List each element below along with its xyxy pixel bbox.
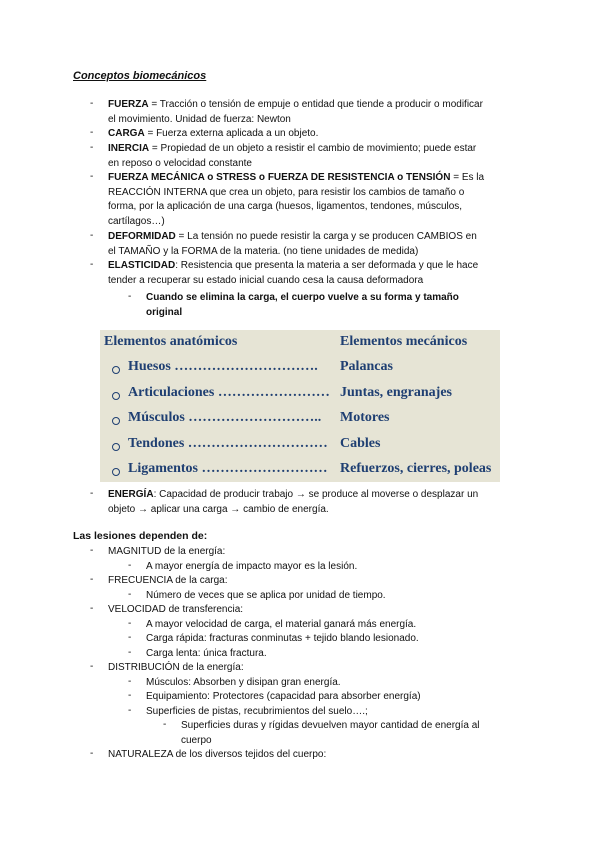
definition-line (108, 127, 318, 142)
definition-term: ELASTICIDAD (108, 260, 176, 271)
anatomical-element: Músculos ……………………….. (128, 410, 322, 425)
lesiones-heading: Las lesiones dependen de: (73, 530, 208, 542)
table-row (100, 359, 500, 383)
sub-dash: - (128, 588, 132, 600)
definition-term: CARGA (108, 128, 145, 139)
anatomical-element: Huesos …………………………. (128, 359, 318, 374)
lesion-detail: Carga rápida: fracturas conminutas + tejido blando lesionado. (146, 633, 419, 644)
definition-line (108, 488, 478, 503)
definition-continuation: objeto → aplicar una carga → cambio de energía. (108, 503, 329, 515)
definition-term: DEFORMIDAD (108, 231, 176, 242)
table-header-mechanical: Elementos mecánicos (340, 334, 468, 349)
table-row (100, 461, 500, 485)
definition-continuation: forma, por la aplicación de una carga (huesos, ligamentos, tendones, músculos, (108, 201, 463, 212)
definition-continuation: tender a recuperar su estado inicial cuando cesa la causa deformadora (108, 274, 424, 286)
anatomical-element: Articulaciones …………………… (128, 384, 330, 400)
definition-line (108, 171, 484, 186)
circle-bullet-icon (112, 417, 120, 425)
lesion-factor: NATURALEZA de los diversos tejidos del cuerpo: (108, 749, 327, 760)
elasticity-note: original (146, 306, 183, 318)
anatomical-element: Tendones ………………………… (128, 435, 328, 451)
elasticity-note: Cuando se elimina la carga, el cuerpo vuelve a su forma y tamaño (146, 292, 459, 303)
sub-dash: - (128, 632, 132, 643)
lesion-factor: DISTRIBUCIÓN de la energía: (108, 662, 244, 673)
lesion-detail: A mayor energía de impacto mayor es la lesión. (146, 560, 358, 572)
lesion-factor: VELOCIDAD de transferencia: (108, 604, 244, 615)
list-dash: - (90, 171, 94, 182)
list-dash: - (90, 127, 94, 138)
sub-dash: - (163, 719, 167, 730)
definition-text: = Fuerza externa aplicada a un objeto. (144, 128, 319, 139)
lesion-factor: FRECUENCIA de la carga: (108, 575, 228, 586)
definition-text: = Propiedad de un objeto a resistir el cambio de movimiento; puede estar (149, 143, 477, 154)
sub-dash: - (128, 559, 132, 571)
mechanical-element: Juntas, engranajes (340, 384, 453, 400)
definition-term: INERCIA (108, 143, 150, 154)
mechanical-element: Motores (340, 410, 390, 425)
mechanical-element: Palancas (340, 359, 393, 374)
list-dash: - (90, 603, 94, 614)
circle-bullet-icon (112, 366, 120, 374)
definition-line (108, 230, 477, 245)
definition-term: FUERZA MECÁNICA o STRESS o FUERZA DE RESISTENCIA o TENSIÓN (108, 172, 451, 183)
list-dash: - (90, 98, 94, 109)
definition-continuation: REACCIÓN INTERNA que crea un objeto, para resistir los cambios de tamaño o (108, 186, 465, 198)
lesion-detail: Número de veces que se aplica por unidad de tiempo. (146, 589, 386, 601)
lesion-detail: Equipamiento: Protectores (capacidad para absorber energía) (146, 691, 421, 702)
lesion-factor: MAGNITUD de la energía: (108, 546, 226, 557)
mechanical-element: Cables (340, 435, 381, 451)
list-dash: - (90, 230, 94, 241)
definition-term: ENERGÍA (108, 489, 154, 500)
definition-text: = La tensión no puede resistir la carga y se producen CAMBIOS en (175, 231, 477, 242)
sub-dash: - (128, 690, 132, 701)
lesion-detail: Carga lenta: única fractura. (146, 647, 267, 659)
table-header-anatomical: Elementos anatómicos (104, 334, 238, 349)
list-dash: - (90, 142, 94, 153)
table-row (100, 436, 500, 460)
circle-bullet-icon (112, 443, 120, 451)
elements-table (100, 330, 500, 482)
definition-continuation: el movimiento. Unidad de fuerza: Newton (108, 113, 291, 125)
list-dash: - (90, 259, 94, 270)
sub-dash: - (128, 675, 132, 687)
table-row (100, 410, 500, 434)
definition-continuation: en reposo o velocidad constante (108, 157, 252, 169)
definition-term: FUERZA (108, 99, 149, 110)
page-title: Conceptos biomecánicos (73, 70, 207, 82)
circle-bullet-icon (112, 392, 120, 400)
sub-dash: - (128, 646, 132, 658)
definition-continuation: el TAMAÑO y la FORMA de la materia. (no tiene unidades de medida) (108, 245, 419, 257)
definition-line (108, 142, 476, 157)
lesion-subdetail: Superficies duras y rígidas devuelven mayor cantidad de energía al (181, 720, 480, 731)
definition-line (108, 98, 483, 113)
definition-text: : Capacidad de producir trabajo → se produce al moverse o desplazar un (153, 489, 479, 500)
list-dash: - (90, 661, 94, 672)
sub-dash: - (128, 291, 132, 302)
table-row (100, 385, 500, 409)
circle-bullet-icon (112, 468, 120, 476)
definition-line (108, 259, 478, 274)
lesion-detail: A mayor velocidad de carga, el material ganará más energía. (146, 618, 417, 630)
definition-continuation: cartílagos…) (108, 215, 165, 227)
mechanical-element: Refuerzos, cierres, poleas (340, 461, 492, 476)
sub-dash: - (128, 704, 132, 716)
list-dash: - (90, 545, 94, 556)
list-dash: - (90, 574, 94, 585)
definition-text: = Tracción o tensión de empuje o entidad que tiende a producir o modificar (148, 99, 483, 110)
list-dash: - (90, 748, 94, 759)
lesion-subdetail: cuerpo (181, 734, 212, 746)
anatomical-element: Ligamentos ……………………… (128, 461, 328, 476)
definition-text: = Es la (450, 172, 485, 183)
lesion-detail: Músculos: Absorben y disipan gran energía. (146, 676, 341, 688)
sub-dash: - (128, 617, 132, 629)
definition-text: : Resistencia que presenta la materia a ser deformada y que le hace (175, 260, 479, 271)
list-dash: - (90, 488, 94, 499)
lesion-detail: Superficies de pistas, recubrimientos del suelo….; (146, 705, 368, 717)
